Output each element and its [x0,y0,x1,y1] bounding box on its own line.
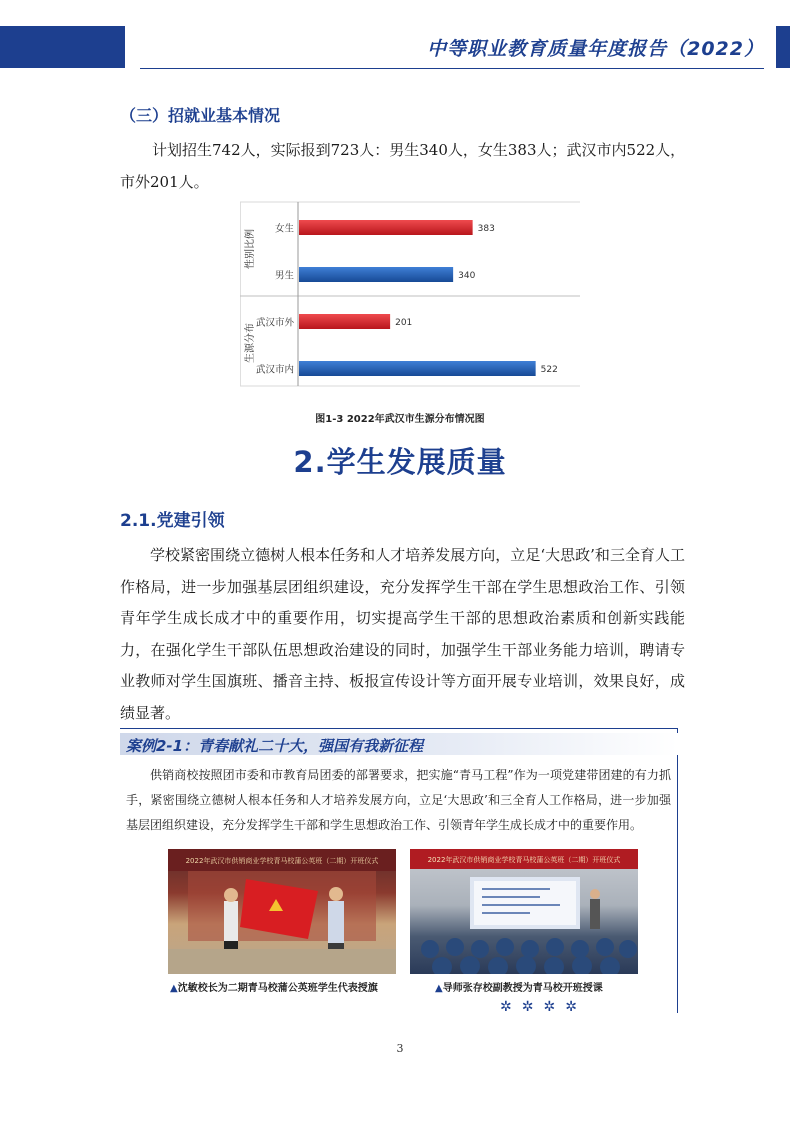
group-label: 生源分布 [245,323,256,363]
party-building-paragraph: 学校紧密围绕立德树人根本任务和人才培养发展方向，立足‘大思政’和三全育人工作格局，进一步加强基层团组织建设，充分发挥学生干部在学生思想政治工作、引领青年学生成长成才中的重要作用，切实提高学生干部的思想政治素质和创新实践能力，在强化学生干部队伍思想政治建设的同时，加强学生干部业务能力培训，聘请专业教师对学生国旗班、播音主持、板报宣传设计等方面开展专业培训，效果良好，成绩显著。 [120,546,685,722]
group-label: 性别比例 [245,229,256,269]
caption-marker: ▲ [170,983,178,994]
data-label: 383 [477,224,495,234]
chart-marks [256,220,558,376]
case-title-bar [120,733,678,755]
header-left-bar [0,26,125,68]
data-label: 340 [458,271,476,281]
subsection-heading: 2.1.党建引领 [120,511,225,531]
case-study-box [120,728,678,1013]
caption-marker: ▲ [435,983,443,994]
header-right-bar [776,26,790,68]
bar-1 [299,220,473,235]
bar-2 [299,267,453,282]
chapter-heading: 2.学生发展质量 [293,445,507,479]
decorative-stars: ✲✲✲✲ [500,999,587,1015]
report-title: 中等职业教育质量年度报告（2022） [427,38,764,60]
photo1-caption-text: 沈敏校长为二期青马校蒲公英班学生代表授旗 [177,983,378,994]
page-number: 3 [396,1042,404,1055]
header-rule [140,68,764,69]
photo2-caption-text: 导师张存校副教授为青马校开班授课 [442,983,603,994]
data-label: 522 [540,365,558,375]
case-text: 供销商校按照团市委和市教育局团委的部署要求，把实施“青马工程”作为一项党建带团建的有力抓手，紧密围绕立德树人根本任务和人才培养发展方向，立足‘大思政’和三全育人工作格局，进一步加强基层团组织建设，充分发挥学生干部和学生思想政治工作、引领青年学生成长成才中的重要作用。 [126,768,671,832]
enrollment-bar-chart [240,200,580,390]
enrollment-paragraph: 计划招生742人，实际报到723人：男生340人，女生383人；武汉市内522人，市外201人。 [120,141,686,191]
bar-4 [299,361,536,376]
data-label: 201 [395,318,413,328]
chart-caption: 图1-3 2022年武汉市生源分布情况图 [315,414,485,425]
photo1-banner-text: 2022年武汉市供销商业学校青马校蒲公英班（二期）开班仪式 [185,857,379,865]
category-label: 男生 [274,270,294,282]
bar-3 [299,314,390,329]
photo2-banner-text: 2022年武汉市供销商业学校青马校蒲公英班（二期）开班仪式 [427,856,621,864]
flag-ceremony-photo [168,849,396,974]
photo1-caption [170,979,378,994]
lecture-photo [410,849,638,974]
photo2-caption [435,979,603,994]
category-label: 武汉市外 [255,317,294,329]
section-heading-enrollment: （三）招就业基本情况 [120,106,281,125]
case-title: 案例2-1：青春献礼二十大，强国有我新征程 [126,737,424,755]
category-label: 女生 [274,223,294,235]
category-label: 武汉市内 [255,364,294,376]
